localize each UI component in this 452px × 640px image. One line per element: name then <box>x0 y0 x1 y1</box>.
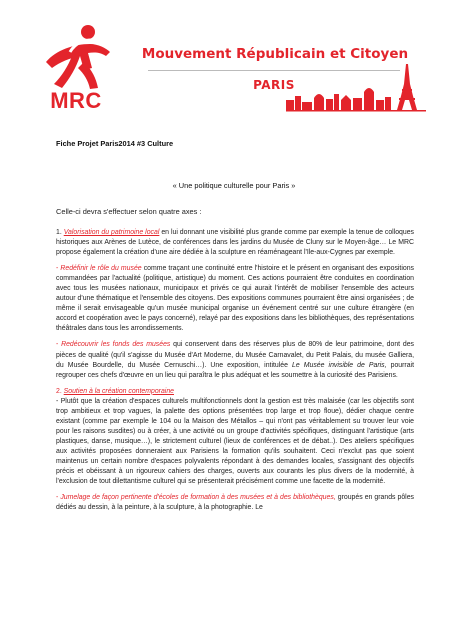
logo-text: MRC <box>50 88 102 113</box>
paris-skyline-icon <box>286 62 426 112</box>
mrc-logo <box>26 22 126 114</box>
document-title: « Une politique culturelle pour Paris » <box>172 181 296 190</box>
bullet-3-heading: Jumelage de façon pertinente d'écoles de formation à des musées et à des bibliothèques, <box>60 494 336 502</box>
bullet-2 <box>56 340 414 380</box>
bullet-2-text-b: pourrait regrouper ces chefs d'œuvre en un lieu qui paraîtra le plus adéquat et les soumettre à la curiosité des Parisiens. <box>56 361 414 379</box>
bullet-2-italic: Le Musée invisible de Paris, <box>292 361 387 369</box>
section-1 <box>56 228 414 258</box>
section-2 <box>56 387 414 487</box>
bullet-2-heading: Redécouvrir les fonds des musées <box>61 341 171 349</box>
bullet-3-text: groupés en grands pôles dédiés au dessin, à la peinture, à la sculpture, à la photographie. Le <box>56 494 414 512</box>
bullet-2-dash: - <box>56 341 59 349</box>
mrc-figure-icon <box>26 22 126 92</box>
bullet-3-dash: - <box>56 494 59 502</box>
section-2-heading: Soutien à la création contemporaine <box>63 387 174 395</box>
bullet-2-text-a: qui conservent dans des réserves plus de 80% de leur patrimoine, dont des pièces de qualité (qu'il s'agisse du Musée d'Art Moderne, du Musée Carnavalet, du Petit Palais, du musée Galliera, du Musée Bourdelle, du Musée Cernuschi…). Une exposition, intitulée <box>56 341 414 369</box>
bullet-1-dash: - <box>56 265 59 273</box>
fiche-label: Fiche Projet Paris2014 #3 Culture <box>56 139 174 148</box>
bullet-1 <box>56 264 414 334</box>
section-1-text: en lui donnant une visibilité plus grande comme par exemple la tenue de colloques historiques aux Arènes de Lutèce, de conférences dans les jardins du Musée de Cluny sur le Moyen-âge… Le MRC propose également la création d'une aire dédiée à la sculpture en réaménageant l'Ile-aux-Cygnes par exemple. <box>56 229 414 257</box>
section-1-heading: Valorisation du patrimoine local <box>63 229 160 236</box>
org-name: Mouvement Républicain et Citoyen <box>141 46 409 62</box>
document-body <box>56 228 414 519</box>
section-2-text: - Plutôt que la création d'espaces culturels multifonctionnels dont la gestion est très malaisée (car les objectifs sont trop ambitieux et trop vagues, la palette des options présentées trop large et trop floue), dédier chaque centre existant (comme par exemple le 104 ou la Maison des Métallos – qui n'ont pas véritablement su trouver leur voie pour les raisons susdites) ou à créer, à une activité ou un groupe d'activités spécifiques, distinguant l'artistique (arts plastiques, danse, musique…), le strictement culturel (lieux de conférences et de débat..). Des ateliers spécifiques aux activités proposées donneraient aux Parisiens la formation qu'ils souhaitent. Ceci n'exclut pas que soient maintenus un certain nombre d'espaces polyvalents répondant à des demandes locales, s'assignant des objectifs précis et obéissant à un rigoureux cahiers des charges, ouverts aux courants les plus divers de la modernité, à l'exclusion de tout dilettantisme culturel qui se présenterait précisément comme une facette de la modernité. <box>56 397 414 486</box>
bullet-1-heading: Redéfinir le rôle du musée <box>60 265 142 273</box>
bullet-1-text: comme traçant une continuité entre l'histoire et le présent en organisant des expositions commandées par l'actualité (politique, artistique) du moment. Ces actions pourraient être conduites en coordination avec tous les musées nationaux, municipaux et privés ce qui aurait l'intérêt de mobiliser l'ensemble des acteurs autour d'une thématique et l'ensemble des citoyens. Des expositions communes pourraient être ainsi organisées ; de même il serait envisageable qu'un musée municipal organise un événement centré sur une culture étrangère (en accord et coopération avec le pays concerné), relayé par des expositions dans les bibliothèques, des représentations théâtrales dans tous les arrondissements. <box>56 265 414 333</box>
bullet-3 <box>56 493 414 513</box>
section-2-number: 2. <box>56 387 62 395</box>
city-label: PARIS <box>253 78 295 92</box>
intro-text: Celle-ci devra s'effectuer selon quatre axes : <box>56 207 202 216</box>
section-1-number: 1. <box>56 229 62 236</box>
